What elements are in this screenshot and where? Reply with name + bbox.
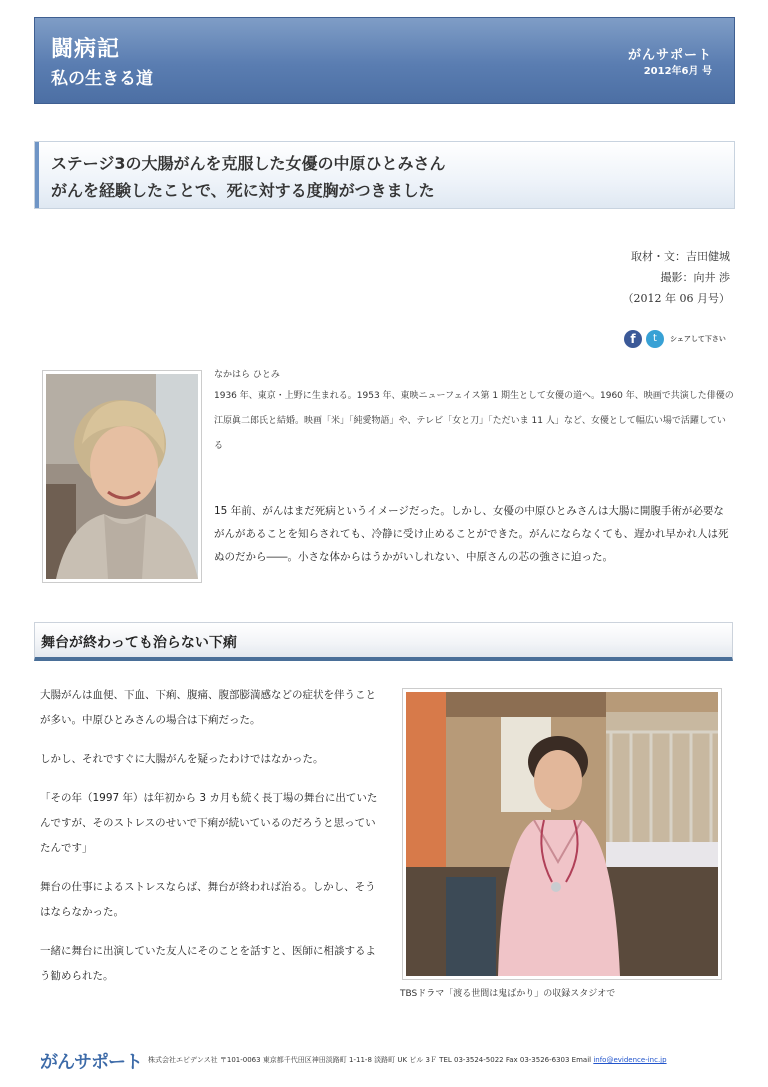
credit-issue: （2012 年 06 月号） bbox=[622, 292, 730, 305]
headline-subtitle: がんを経験したことで、死に対する度胸がつきました bbox=[51, 181, 435, 200]
studio-photo bbox=[402, 688, 722, 980]
share-label: シェアして下さい bbox=[670, 335, 726, 343]
series-subtitle: 私の生きる道 bbox=[51, 69, 153, 89]
magazine-brand: がんサポート bbox=[627, 48, 712, 63]
section-heading bbox=[34, 622, 733, 661]
magazine-issue: 2012年6月 号 bbox=[643, 66, 712, 77]
series-title: 闘病記 bbox=[51, 37, 121, 62]
studio-image bbox=[406, 692, 718, 976]
header-banner bbox=[34, 17, 735, 104]
portrait-image bbox=[46, 374, 198, 579]
body-paragraph: 「その年（1997 年）は年初から 3 カ月も続く長丁場の舞台に出ていたんですが、そのストレスのせいで下痢が続いているのだろうと思っていたんです」 bbox=[40, 792, 378, 854]
body-paragraph: 一緒に舞台に出演していた友人にそのことを話すと、医師に相談するよう勧められた。 bbox=[40, 945, 376, 982]
footer-logo: がんサポート bbox=[40, 1052, 142, 1073]
section-title: 舞台が終わっても治らない下痢 bbox=[41, 635, 237, 651]
headline-title: ステージ3の大腸がんを克服した女優の中原ひとみさん bbox=[51, 154, 446, 173]
headline-box bbox=[34, 141, 735, 209]
photo-caption: TBSドラマ「渡る世間は鬼ばかり」の収録スタジオで bbox=[400, 989, 616, 999]
profile-name: なかはら ひとみ bbox=[214, 370, 280, 380]
article-body bbox=[40, 683, 385, 1003]
credit-writer: 取材・文：吉田健城 bbox=[631, 250, 730, 263]
footer-company-info bbox=[148, 1055, 667, 1065]
article-credits bbox=[623, 246, 730, 309]
portrait-photo bbox=[42, 370, 202, 583]
article-lead: 15 年前、がんはまだ死病というイメージだった。しかし、女優の中原ひとみさんは大腸に開腹手術が必要ながんがあることを知らされても、冷静に受け止めることができた。がんにならなくても、遅かれ早かれ人は死ぬのだから――。小さな体からはうかがいしれない、中原さんの芯の強さに迫った。 bbox=[214, 505, 729, 563]
body-paragraph: 大腸がんは血便、下血、下痢、腹痛、腹部膨満感などの症状を伴うことが多い。中原ひとみさんの場合は下痢だった。 bbox=[40, 689, 376, 726]
footer-address: 株式会社エビデンス社 〒101-0063 東京都千代田区神田淡路町 1-11-8 淡路町 UK ビル 3Ｆ TEL 03-3524-5022 Fax 03-3526-6303 Email bbox=[148, 1056, 594, 1064]
facebook-icon[interactable]: f bbox=[624, 330, 642, 348]
headline-accent-bar bbox=[35, 142, 39, 208]
footer-email-link[interactable]: info@evidence-inc.jp bbox=[593, 1056, 667, 1064]
body-paragraph: 舞台の仕事によるストレスならば、舞台が終われば治る。しかし、そうはならなかった。 bbox=[40, 881, 376, 918]
body-paragraph: しかし、それですぐに大腸がんを疑ったわけではなかった。 bbox=[40, 753, 324, 765]
credit-photographer: 撮影：向井 渉 bbox=[660, 271, 730, 284]
profile-bio: 1936 年、東京・上野に生まれる。1953 年、東映ニューフェイス第 1 期生として女優の道へ。1960 年、映画で共演した俳優の江原眞二郎氏と結婚。映画「米」「純愛物語」や、テレビ「女と刀」「ただいま 11 人」など、女優として幅広い場で活躍している bbox=[214, 391, 734, 451]
twitter-icon[interactable]: t bbox=[646, 330, 664, 348]
